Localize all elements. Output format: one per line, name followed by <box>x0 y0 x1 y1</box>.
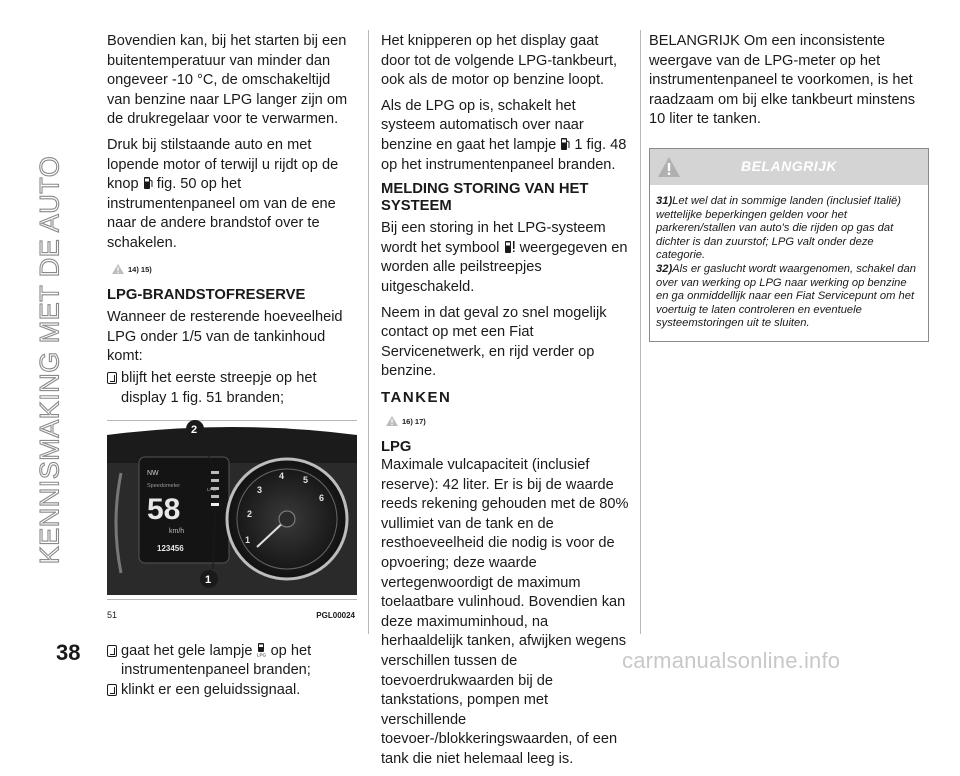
list-item <box>107 642 355 681</box>
paragraph: Bovendien kan, bij het starten bij een buitentemperatuur van minder dan ongeveer -10 °C, de omschakeltijd van benzine naar LPG langer zijn om de drukregelaar voor te verwarmen. <box>107 33 348 128</box>
important-notice-box <box>649 148 929 342</box>
note-32: 32)Als er gaslucht wordt waargenomen, schakel dan over van werking op LPG naar werking op benzine en ga onmiddellijk naar een Fiat Servicepunt om het voertuig te laten controleren en eventuele systeemstoringen uit te sluiten. <box>656 262 916 330</box>
instrument-cluster-illustration <box>107 423 357 599</box>
fuel-pump-lpg-icon <box>560 137 570 151</box>
svg-text:5: 5 <box>303 475 309 486</box>
lpg-label: LPG <box>207 487 217 493</box>
column-left <box>107 32 355 700</box>
section-title-text: KENNISMAKING MET DE AUTO <box>34 155 65 565</box>
warning-reference <box>385 412 629 432</box>
heading-indicator: NW <box>147 470 159 478</box>
svg-text:6: 6 <box>319 493 325 504</box>
reference-numbers: 16) 17) <box>402 416 426 426</box>
column-right <box>649 32 929 342</box>
figure-number: 51 <box>107 610 118 621</box>
speedometer-label: Speedometer <box>147 483 181 490</box>
paragraph: BELANGRIJK Om een inconsistente weergave van de LPG-meter op het instrumentenpaneel te voorkomen, is het raadzaam om bij elke tankbeurt minstens 10 liter te tanken. <box>649 33 916 128</box>
heading-system-fault: MELDING STORING VAN HET SYSTEEM <box>381 181 589 215</box>
paragraph: Bij een storing in het LPG-systeem wordt het symbool weergegeven en worden alle peilstreepjes uitgeschakeld. <box>381 220 628 295</box>
odometer-readout: 123456 <box>157 544 184 554</box>
speed-readout: 58 <box>147 493 181 527</box>
column-divider <box>640 30 641 634</box>
fuel-pump-fault-icon <box>504 240 516 254</box>
fuel-pump-lpg-icon <box>143 176 153 190</box>
watermark: carmanualsonline.info <box>622 648 841 673</box>
svg-text:3: 3 <box>257 485 263 496</box>
warning-triangle-icon <box>656 155 682 179</box>
callout-1: 1 <box>205 574 212 587</box>
list-item-text: gaat het gele lampje LPG op het instrumentenpaneel branden; <box>121 642 312 679</box>
checkbox-bullet-icon <box>107 684 117 696</box>
list-item-text: blijft het eerste streepje op het display 1 fig. 51 branden; <box>121 369 317 406</box>
heading-lpg-reserve: LPG-BRANDSTOFRESERVE <box>107 287 306 304</box>
column-divider <box>368 30 369 634</box>
paragraph: Neem in dat geval zo snel mogelijk contact op met een Fiat Servicenetwerk, en rijd verder op benzine. <box>381 304 607 380</box>
svg-text:LPG: LPG <box>256 652 266 658</box>
paragraph: Het knipperen op het display gaat door tot de volgende LPG-tankbeurt, ook als de motor op benzine loopt. <box>381 33 618 89</box>
reference-numbers: 14) 15) <box>128 264 152 274</box>
important-notice-body <box>650 185 928 341</box>
paragraph: Wanneer de resterende hoeveelheid LPG onder 1/5 van de tankinhoud komt: <box>107 309 343 365</box>
paragraph <box>107 136 355 254</box>
list-item <box>107 681 355 701</box>
column-middle <box>381 32 629 776</box>
svg-text:2: 2 <box>247 509 253 520</box>
paragraph: Maximale vulcapaciteit (inclusief reserve): 42 liter. Er is bij de waarde reeds rekening gehouden met de 80% vullimiet van de tank en de resthoeveelheid die nodig is voor de opvoering; deze waarde vertegenwoordigt de maximum toelaatbare vulinhoud. Bovendien kan deze maximuminhoud, na herhaaldelijk tanken, afwijken wegens verschillen tussen de toevoerdrukwaarden bij de tankstations, pompen met verschillende toevoer-/blokkeringswaarden, of een tank die niet helemaal leeg is. <box>381 457 629 767</box>
heading-tanken: TANKEN <box>381 388 452 406</box>
heading-lpg: LPG <box>381 439 412 456</box>
callout-2: 2 <box>191 424 198 437</box>
warning-triangle-icon <box>385 415 399 427</box>
figure-caption <box>107 606 355 626</box>
fuel-pump-lpg-icon <box>257 643 267 657</box>
speed-unit: km/h <box>169 528 185 536</box>
figure-51-instrument-panel <box>107 420 357 600</box>
checkbox-bullet-icon <box>107 372 117 384</box>
svg-text:4: 4 <box>279 471 285 482</box>
list-item <box>107 369 355 408</box>
important-notice-title: BELANGRIJK <box>740 158 837 175</box>
checkbox-bullet-icon <box>107 645 117 657</box>
figure-code: PGL00024 <box>316 611 355 621</box>
page-number: 38 <box>56 640 81 665</box>
svg-text:1: 1 <box>245 535 251 546</box>
paragraph-text: Druk bij stilstaande auto en met lopende motor of terwijl u rijdt op de knop <box>107 136 339 193</box>
warning-triangle-icon <box>111 263 125 275</box>
paragraph-text: fig. 50 op het instrumentenpaneel om van de ene naar de andere brandstof over te schakelen. <box>107 176 336 251</box>
note-31: 31)Let wel dat in sommige landen (inclusief Italië) wettelijke beperkingen gelden voor het parkeren/stallen van auto's die rijden op gas dat dichter is dan zuurstof; LPG valt onder deze categorie. <box>656 194 902 262</box>
paragraph: Als de LPG op is, schakelt het systeem automatisch over naar benzine en gaat het lampje 1 fig. 48 op het instrumentenpaneel branden. <box>381 97 627 173</box>
list-item-text: klinkt er een geluidssignaal. <box>121 681 301 698</box>
important-notice-header <box>650 149 928 185</box>
warning-reference <box>111 260 355 280</box>
